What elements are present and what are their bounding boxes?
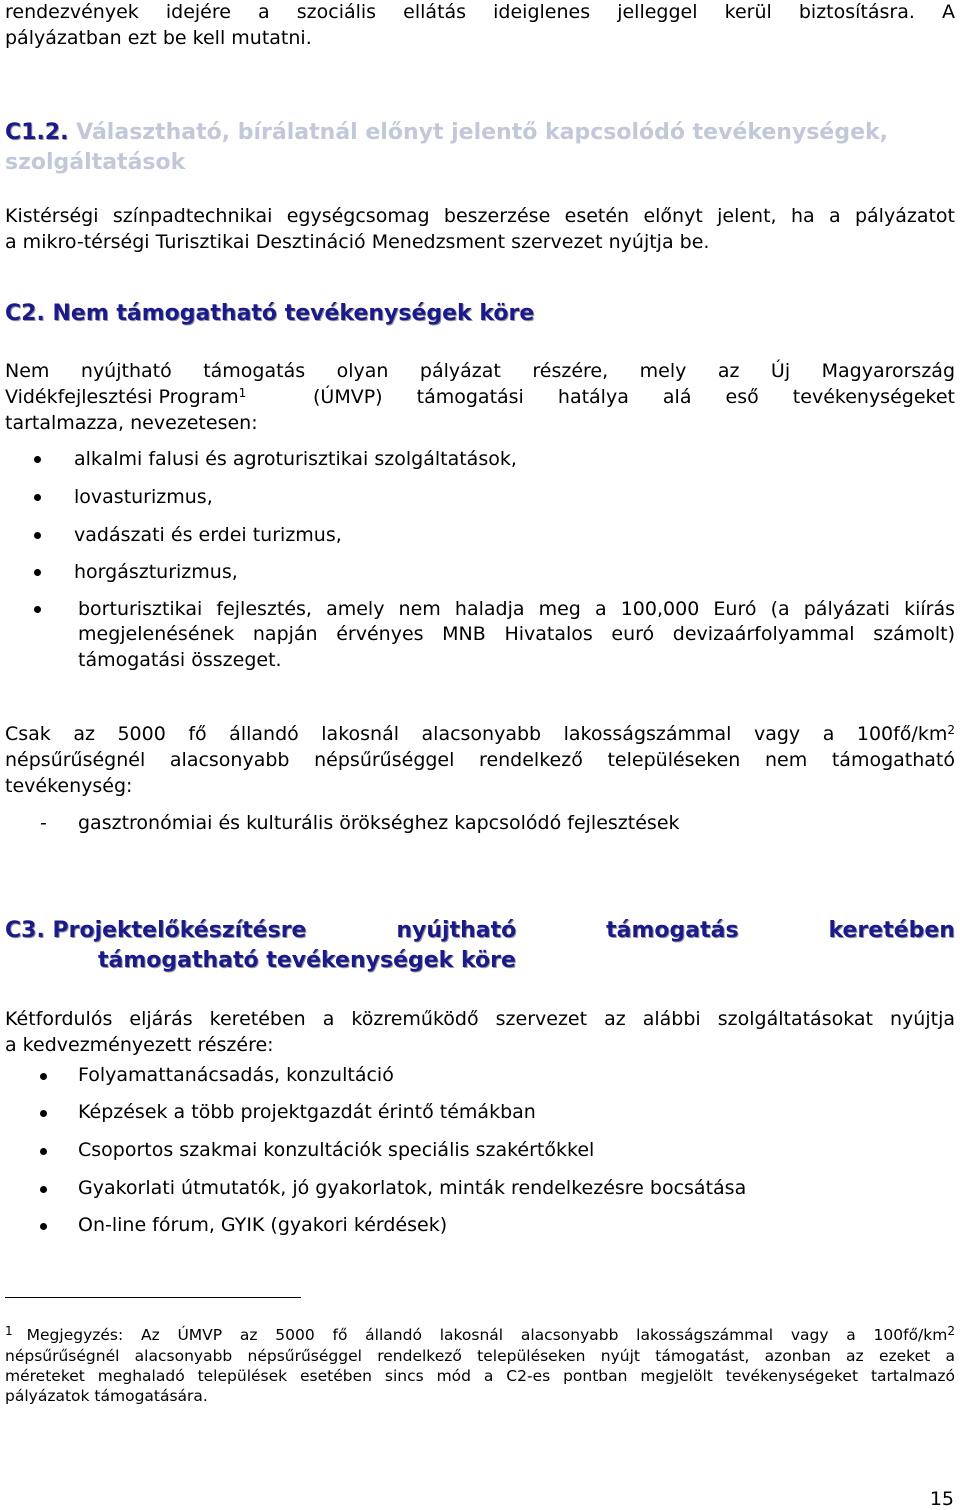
c2-list-item-last-line-2: megjelenésének napján érvényes MNB Hivatalos euró devizaárfolyammal számolt) — [78, 623, 955, 645]
bullet-icon — [34, 494, 41, 501]
top-paragraph-line-1: rendezvények idejére a szociális ellátás ideiglenes jelleggel kerül biztosításra. A — [5, 1, 955, 23]
c2-list-item-last-line-3: támogatási összeget. — [78, 649, 282, 671]
bullet-icon — [34, 606, 41, 613]
c2-list-item: horgászturizmus, — [74, 561, 238, 583]
section-c12-title-line-1: Választható, bírálatnál előnyt jelentő kapcsolódó tevékenységek, — [76, 120, 888, 145]
section-c3-heading — [5, 916, 955, 946]
csak-line-1-text: Csak az 5000 fő állandó lakosnál alacsonyabb lakosságszámmal vagy a 100fő/km — [5, 723, 948, 745]
bullet-icon — [34, 532, 41, 539]
section-c3-title-word: Projektelőkészítésre — [52, 918, 307, 943]
section-c3-title-word: keretében — [828, 918, 955, 943]
csak-line-1-sup: 2 — [947, 723, 955, 737]
c2-intro-line-1: Nem nyújtható támogatás olyan pályázat részére, mely az Új Magyarország — [5, 360, 955, 382]
c2-intro-line-2-part-b: (ÚMVP) támogatási hatálya alá eső tevékenységeket — [313, 386, 955, 408]
c2-list-item: vadászati és erdei turizmus, — [74, 524, 342, 546]
bullet-icon — [40, 1110, 47, 1117]
csak-paragraph-line-3: tevékenység: — [5, 775, 133, 797]
c12-paragraph-line-1: Kistérségi színpadtechnikai egységcsomag beszerzése esetén előnyt jelent, ha a pályázatot — [5, 205, 955, 227]
bullet-icon — [40, 1223, 47, 1230]
bullet-icon — [40, 1148, 47, 1155]
c2-intro-line-2-part-a: Vidékfejlesztési Program$^1$ — [5, 386, 247, 408]
bullet-icon — [34, 569, 41, 576]
c3-intro-line-1: Kétfordulós eljárás keretében a közreműködő szervezet az alábbi szolgáltatásokat nyújtja — [5, 1008, 955, 1030]
section-c12-number: C1.2. — [5, 120, 77, 145]
section-c3-heading-lead — [5, 916, 306, 946]
c3-intro-line-2: a kedvezményezett részére: — [5, 1034, 274, 1056]
footnote-line-3: méreteket meghaladó települések esetében sincs mód a C2-es pontban megjelölt tevékenységeket tartalmazó — [5, 1367, 955, 1385]
section-c2-heading — [5, 299, 955, 329]
bullet-icon — [34, 456, 41, 463]
csak-paragraph-line-2: népsűrűségnél alacsonyabb népsűrűséggel rendelkező településeken nem támogatható — [5, 749, 955, 771]
c3-list-item: Képzések a több projektgazdát érintő témákban — [78, 1101, 536, 1123]
footnote-line-2: népsűrűségnél alacsonyabb népsűrűséggel rendelkező településeken nyújt támogatást, azonban az ezeket a — [5, 1347, 955, 1365]
dash-list-item: gasztronómiai és kulturális örökséghez kapcsolódó fejlesztések — [78, 812, 680, 834]
section-c3-number: C3. — [5, 918, 53, 943]
footnote-line-1 — [5, 1325, 955, 1345]
section-c2-title: Nem támogatható tevékenységek köre — [52, 301, 535, 326]
c2-intro-line-2 — [5, 385, 955, 411]
footnote-separator — [5, 1297, 301, 1298]
dash-marker: - — [40, 812, 47, 834]
bullet-icon — [40, 1186, 47, 1193]
c3-list-item: On-line fórum, GYIK (gyakori kérdések) — [78, 1214, 448, 1236]
c2-list-item: lovasturizmus, — [74, 486, 213, 508]
page-number: 15 — [929, 1488, 954, 1510]
c3-list-item: Csoportos szakmai konzultációk speciális szakértőkkel — [78, 1139, 595, 1161]
section-c2-number: C2. — [5, 301, 53, 326]
c2-intro-line-3: tartalmazza, nevezetesen: — [5, 412, 258, 434]
footnote-marker: 1 — [5, 1324, 13, 1338]
section-c12-heading-line-2 — [5, 148, 955, 178]
c3-list-item: Gyakorlati útmutatók, jó gyakorlatok, minták rendelkezésre bocsátása — [78, 1177, 747, 1199]
c2-list-item: alkalmi falusi és agroturisztikai szolgáltatások, — [74, 448, 517, 470]
section-c12-heading — [5, 118, 955, 148]
footnote-reference[interactable]: 1 — [238, 386, 247, 400]
footnote-line-4: pályázatok támogatására. — [5, 1387, 208, 1405]
csak-paragraph-line-1 — [5, 722, 955, 748]
bullet-icon — [40, 1073, 47, 1080]
section-c3-title-line-2: támogatható tevékenységek köre — [98, 948, 516, 973]
section-c3-title-word: támogatás — [606, 918, 739, 943]
footnote-line-1-sup: 2 — [947, 1324, 955, 1338]
c12-paragraph-line-2: a mikro-térségi Turisztikai Desztináció Menedzsment szervezet nyújtja be. — [5, 231, 710, 253]
section-c12-title-line-2: szolgáltatások — [5, 150, 186, 175]
section-c3-title-word: nyújtható — [396, 918, 517, 943]
c3-list-item: Folyamattanácsadás, konzultáció — [78, 1064, 394, 1086]
c2-list-item-last-line-1: borturisztikai fejlesztés, amely nem haladja meg a 100,000 Euró (a pályázati kiírás — [78, 598, 955, 620]
footnote-line-1-text: Megjegyzés: Az ÚMVP az 5000 fő állandó lakosnál alacsonyabb lakosságszámmal vagy a 100fő/km — [26, 1326, 948, 1344]
top-paragraph-line-2: pályázatban ezt be kell mutatni. — [5, 27, 312, 49]
